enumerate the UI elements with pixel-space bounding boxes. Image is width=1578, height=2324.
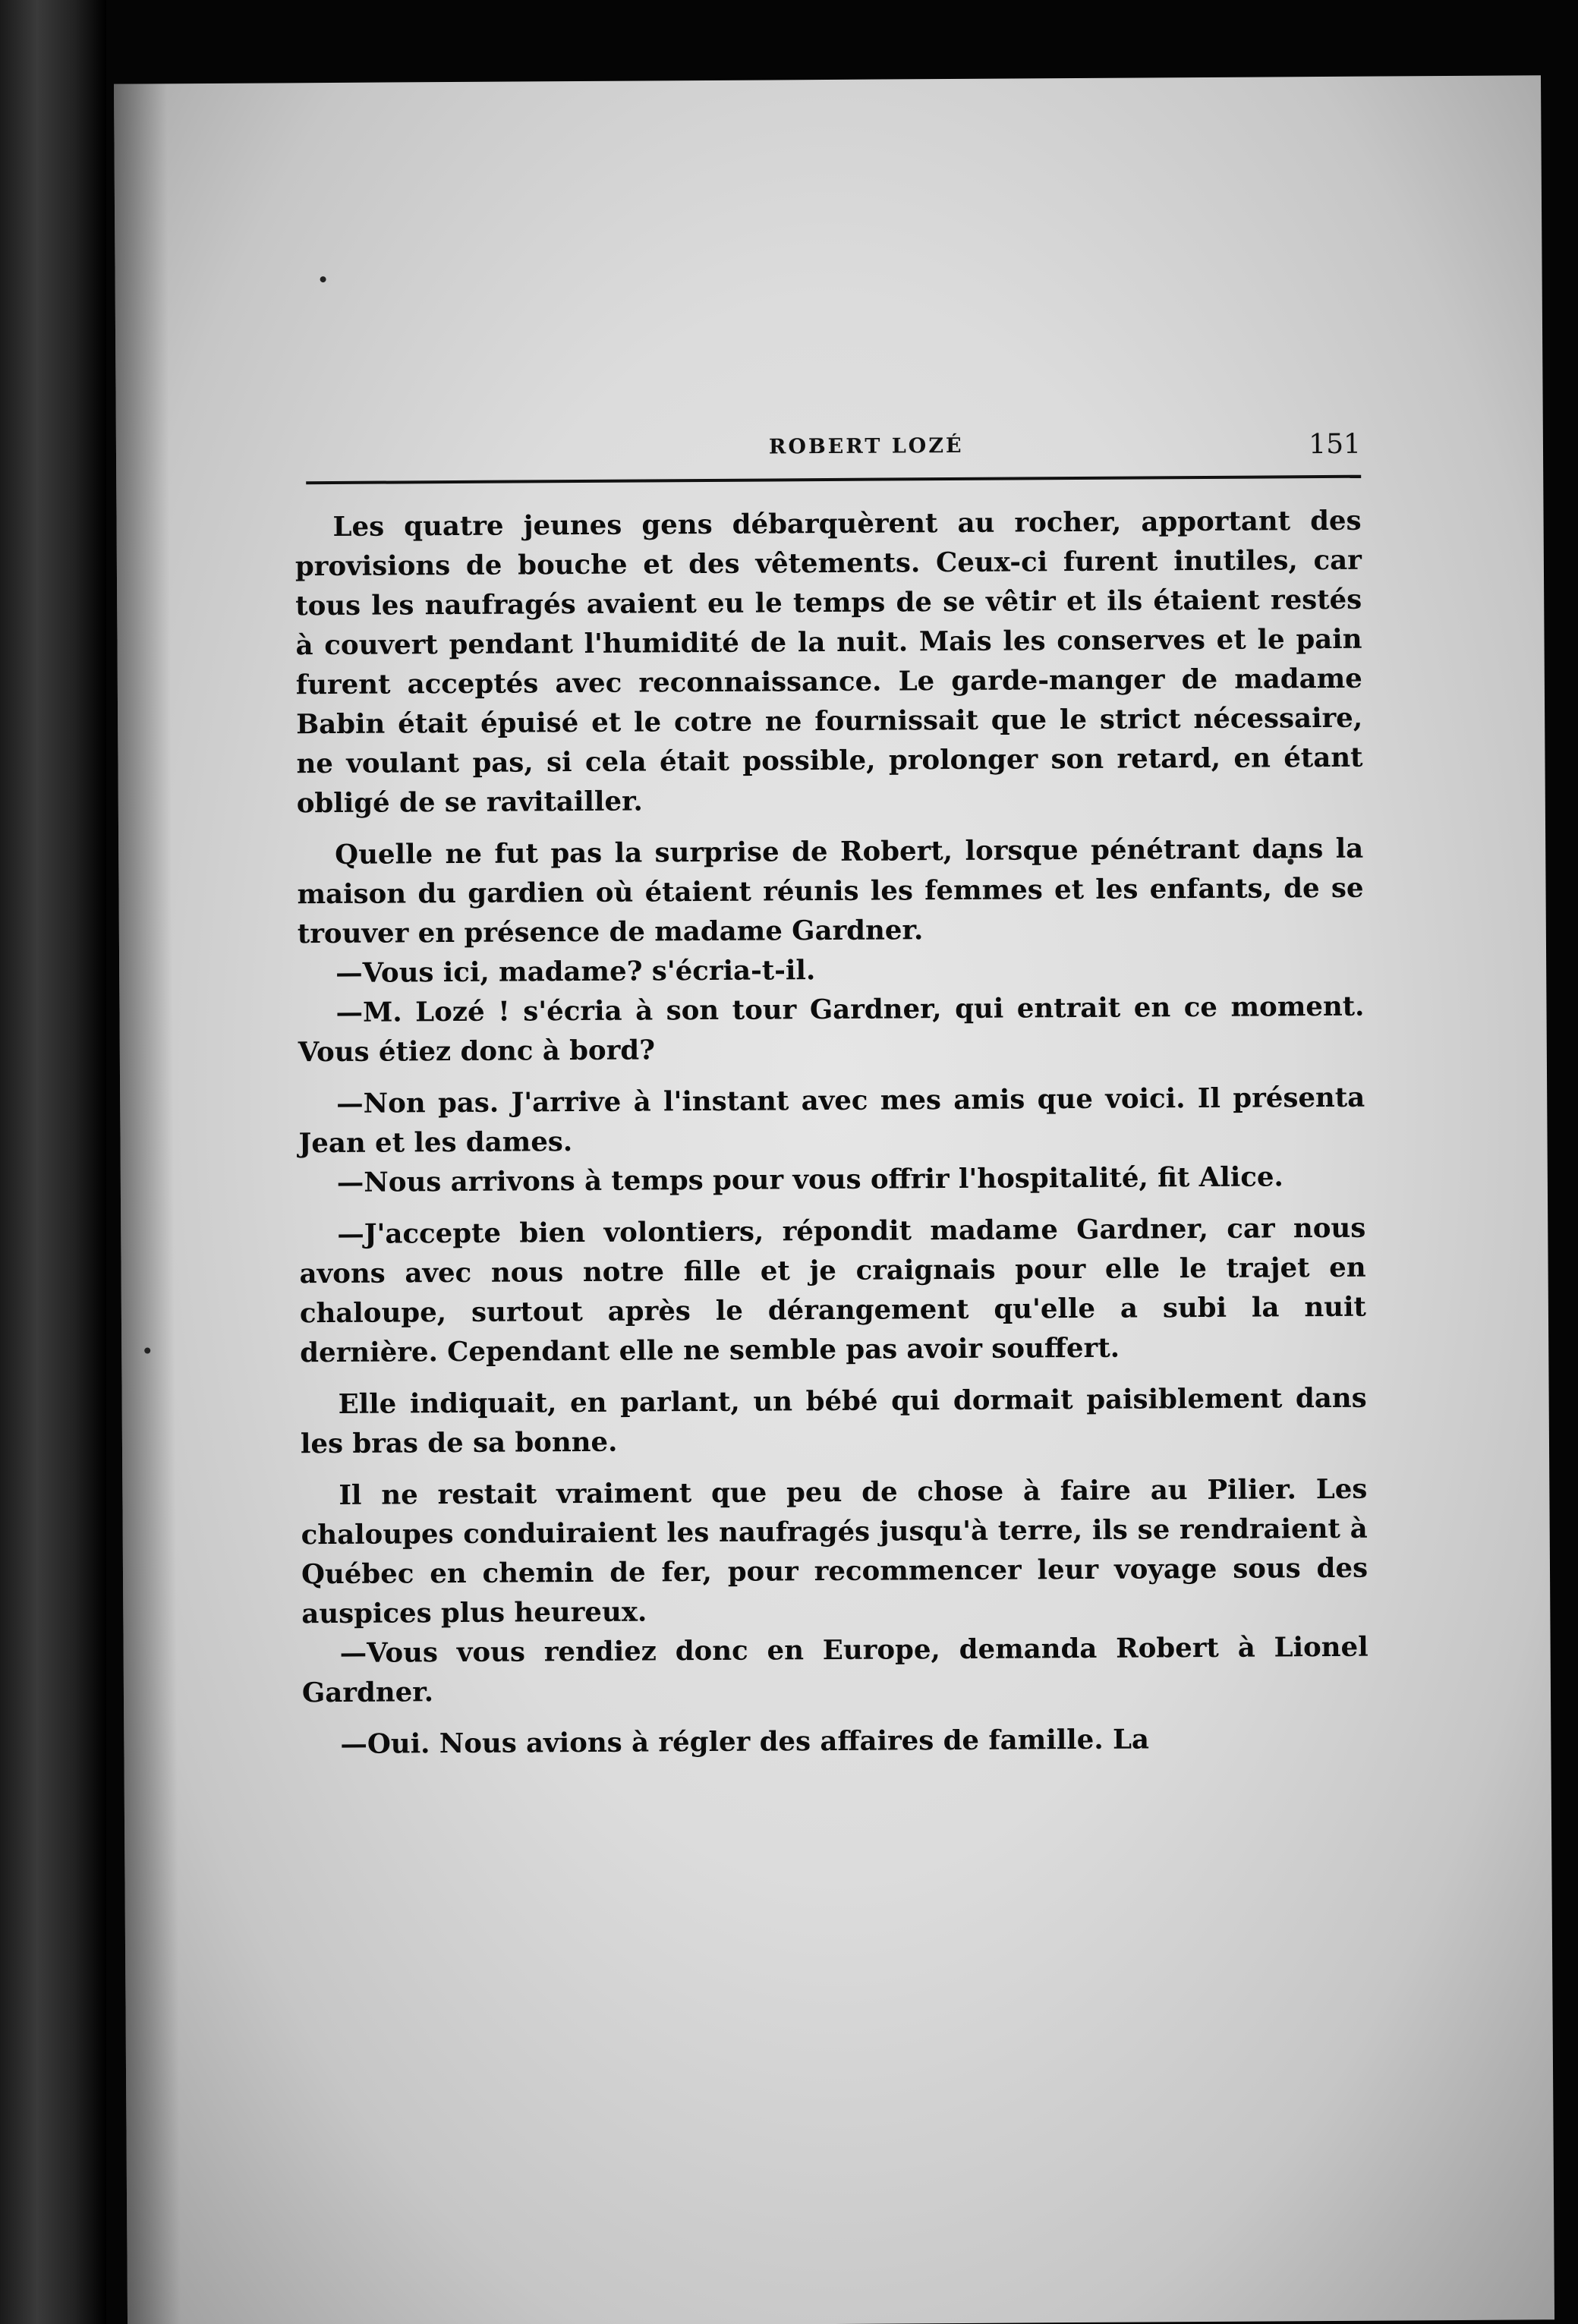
body-text — [294, 502, 1369, 1765]
print-speck — [144, 1347, 150, 1353]
page-number: 151 — [1309, 428, 1362, 461]
paragraph: —J'accepte bien volontiers, répondit madame Gardner, car nous avons avec nous notre fille et je craignais pour elle le trajet en chaloupe, surtout après le dérangement qu'elle a subi la nuit dernière. Cependant elle ne semble pas avoir souffert. — [299, 1212, 1367, 1369]
paragraph: —Nous arrivons à temps pour vous offrir l'hospitalité, fit Alice. — [336, 1161, 1284, 1198]
paragraph: —M. Lozé ! s'écria à son tour Gardner, qui entrait en ce moment. Vous étiez donc à bord? — [298, 990, 1365, 1069]
paragraph: Quelle ne fut pas la surprise de Robert, lorsque pénétrant dans la maison du gardien où étaient réunis les femmes et les enfants, de se trouver en présence de madame Gardner. — [297, 833, 1364, 950]
running-title: ROBERT LOZÉ — [768, 433, 964, 459]
paragraph: Elle indiquait, en parlant, un bébé qui dormait paisiblement dans les bras de sa bonne. — [300, 1382, 1367, 1460]
paragraph: —Vous vous rendiez donc en Europe, demanda Robert à Lionel Gardner. — [301, 1631, 1369, 1709]
print-speck — [320, 276, 326, 282]
paragraph: —Vous ici, madame? s'écria-t-il. — [335, 955, 816, 989]
book-page — [114, 75, 1554, 2324]
previous-page-edge — [0, 0, 106, 2324]
paragraph: —Non pas. J'arrive à l'instant avec mes amis que voici. Il présenta Jean et les dames. — [298, 1082, 1365, 1160]
page-header — [306, 418, 1361, 477]
paragraph: Il ne restait vraiment que peu de chose à faire au Pilier. Les chaloupes conduiraient les naufragés jusqu'à terre, ils se rendraient à Québec en chemin de fer, pour recommencer leur voyage sous des auspices plus heureux. — [301, 1473, 1369, 1630]
paragraph: Les quatre jeunes gens débarquèrent au rocher, apportant des provisions de bouche et des vêtements. Ceux-ci furent inutiles, car tous les naufragés avaient eu le temps de se vêtir et ils étaient restés à couvert pendant l'humidité de la nuit. Mais les conserves et le pain furent acceptés avec reconnaissance. Le garde-manger de madame Babin était épuisé et le cotre ne fournissait que le strict nécessaire, ne voulant pas, si cela était possible, prolonger son retard, en étant obligé de se ravitailler. — [294, 505, 1363, 820]
paragraph: —Oui. Nous avions à régler des affaires de famille. La — [340, 1724, 1150, 1760]
